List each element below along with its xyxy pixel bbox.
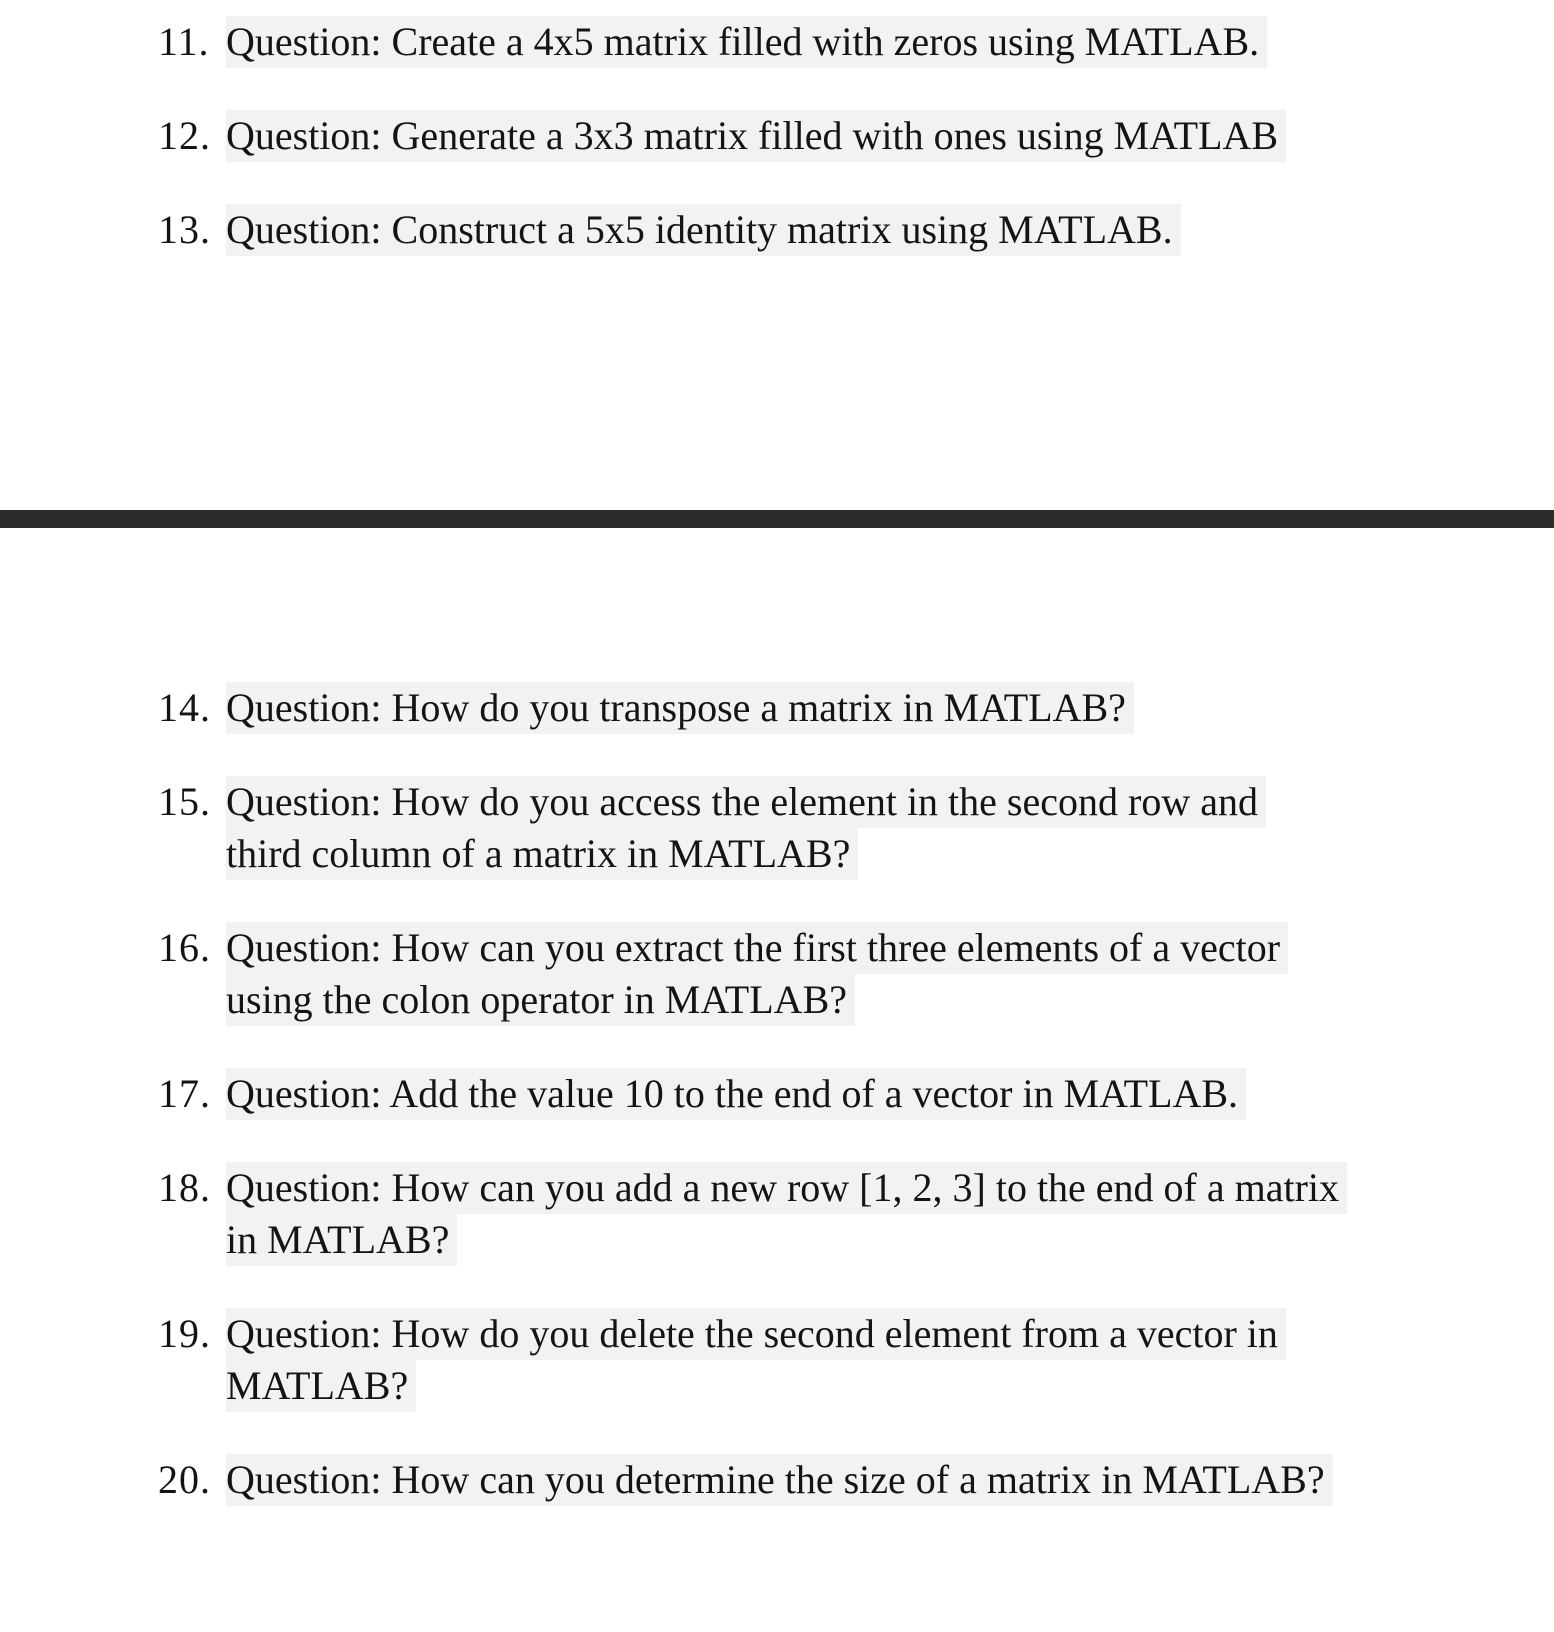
question-text	[226, 682, 1134, 734]
question-number: 13.	[158, 207, 211, 252]
question-text	[226, 16, 1267, 68]
question-line: Question: How can you determine the size of a matrix in MATLAB?	[226, 1454, 1333, 1506]
page-top	[0, 0, 1554, 510]
question-line: Question: How can you extract the first three elements of a vector	[226, 922, 1288, 974]
question-text	[226, 204, 1181, 256]
question-line: using the colon operator in MATLAB?	[226, 974, 855, 1026]
question-text	[226, 776, 1266, 880]
question-line: Question: How do you delete the second element from a vector in	[226, 1308, 1286, 1360]
page-bottom	[0, 528, 1554, 1632]
question-line: Question: How do you transpose a matrix in MATLAB?	[226, 682, 1134, 734]
page-divider	[0, 510, 1554, 528]
question-text	[226, 1454, 1333, 1506]
question-number: 17.	[158, 1071, 211, 1116]
question-number: 20.	[158, 1457, 211, 1502]
question-text	[226, 110, 1286, 162]
question-number: 18.	[158, 1165, 211, 1210]
question-line: Question: How do you access the element in the second row and	[226, 776, 1266, 828]
question-line: third column of a matrix in MATLAB?	[226, 828, 858, 880]
question-text	[226, 1068, 1246, 1120]
question-line: Question: Create a 4x5 matrix filled with zeros using MATLAB.	[226, 16, 1267, 68]
question-number: 14.	[158, 685, 211, 730]
question-line: Question: How can you add a new row [1, 2, 3] to the end of a matrix	[226, 1162, 1347, 1214]
question-number: 15.	[158, 779, 211, 824]
question-number: 12.	[158, 113, 211, 158]
question-line: Question: Add the value 10 to the end of a vector in MATLAB.	[226, 1068, 1246, 1120]
question-line: in MATLAB?	[226, 1214, 457, 1266]
question-line: Question: Construct a 5x5 identity matrix using MATLAB.	[226, 204, 1181, 256]
question-text	[226, 1308, 1286, 1412]
question-number: 11.	[158, 19, 210, 64]
question-number: 16.	[158, 925, 211, 970]
question-text	[226, 922, 1288, 1026]
question-number: 19.	[158, 1311, 211, 1356]
question-line: Question: Generate a 3x3 matrix filled with ones using MATLAB	[226, 110, 1286, 162]
question-text	[226, 1162, 1347, 1266]
question-line: MATLAB?	[226, 1360, 416, 1412]
